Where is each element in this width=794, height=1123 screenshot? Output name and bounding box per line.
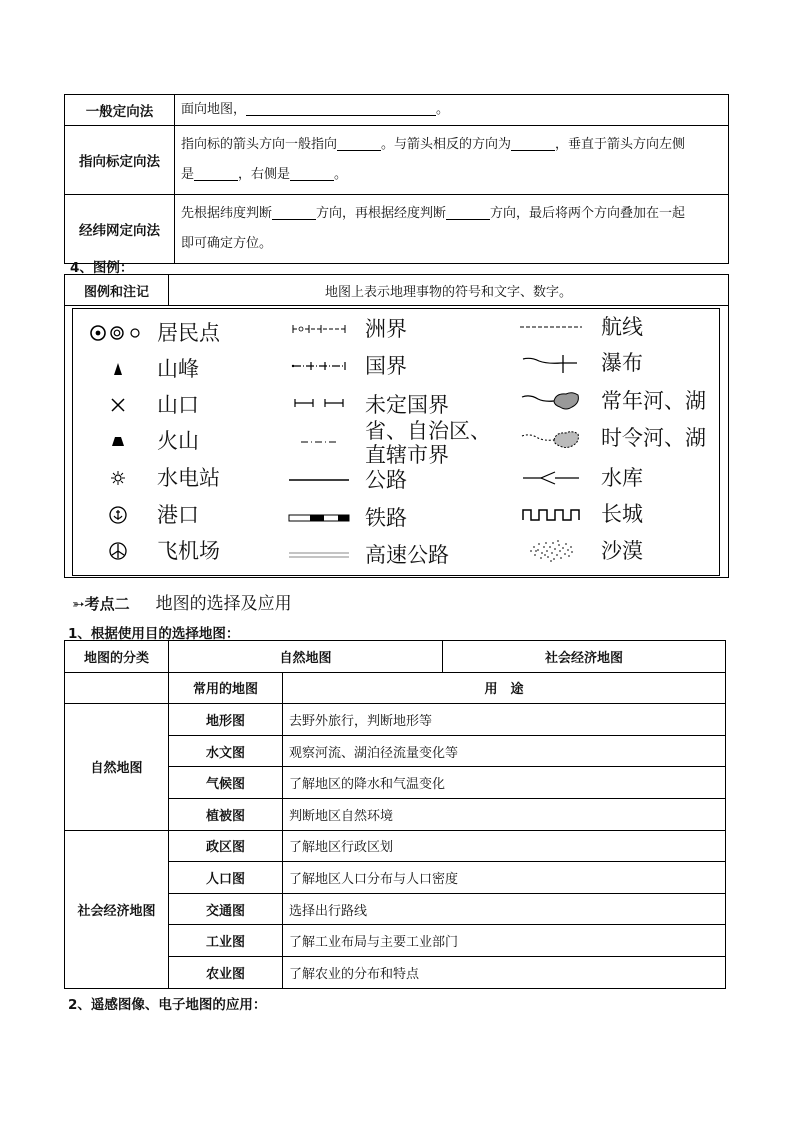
map-use: 了解地区的降水和气温变化	[283, 767, 726, 799]
map-name: 交通图	[169, 893, 283, 925]
map-name: 农业图	[169, 956, 283, 988]
map-use: 了解地区行政区划	[283, 830, 726, 862]
legend-header-table	[64, 274, 729, 306]
table-row	[65, 830, 726, 862]
railway-icon	[281, 506, 357, 530]
map-name: 地形图	[169, 704, 283, 736]
settlement-icon	[73, 321, 163, 345]
map-use: 去野外旅行，判断地形等	[283, 704, 726, 736]
group-label: 社会经济地图	[65, 830, 169, 988]
legend-label: 港口	[157, 503, 199, 527]
legend-header-label: 图例和注记	[65, 275, 169, 306]
table-row: 指向标定向法 指向标的箭头方向一般指向 。与箭头相反的方向为 ，垂直于箭头方向左侧 是 ，右侧是 。	[65, 126, 729, 195]
map-use: 了解地区人口分布与人口密度	[283, 862, 726, 894]
reservoir-icon	[511, 466, 591, 490]
map-name: 植被图	[169, 798, 283, 830]
legend-label: 水库	[601, 466, 643, 490]
legend-label: 铁路	[365, 506, 407, 530]
pass-icon	[73, 393, 163, 417]
map-name: 水文图	[169, 735, 283, 767]
legend-heading: 4、图例：	[70, 260, 134, 276]
table-subheader-row	[65, 672, 726, 704]
hydropower-icon	[73, 466, 163, 490]
legend-label-line2: 直辖市界	[365, 443, 449, 467]
table-header-row	[65, 641, 726, 673]
legend-label: 未定国界	[365, 393, 449, 417]
answer-blank[interactable]	[246, 101, 436, 116]
column-header: 用 途	[283, 672, 726, 704]
legend-header-desc: 地图上表示地理事物的符号和文字、数字。	[169, 275, 729, 306]
legend-box	[72, 308, 720, 576]
map-use: 观察河流、湖泊径流量变化等	[283, 735, 726, 767]
legend-label: 山口	[157, 393, 199, 417]
table-row	[65, 704, 726, 736]
column-header: 自然地图	[169, 641, 443, 673]
legend-label: 长城	[601, 502, 643, 526]
answer-blank[interactable]	[290, 166, 334, 181]
sub-heading: 1、根据使用目的选择地图：	[68, 626, 240, 642]
map-name: 工业图	[169, 925, 283, 957]
legend-label: 沙漠	[601, 539, 643, 563]
legend-label: 时令河、湖	[601, 426, 706, 450]
direction-methods-table	[64, 94, 729, 264]
peak-icon	[73, 357, 163, 381]
answer-blank[interactable]	[337, 136, 381, 151]
seasonal-river-icon	[511, 426, 591, 450]
map-use: 了解农业的分布和特点	[283, 956, 726, 988]
shipping-route-icon	[511, 315, 591, 339]
legend-label: 航线	[601, 315, 643, 339]
map-use: 选择出行路线	[283, 893, 726, 925]
legend-label: 国界	[365, 354, 407, 378]
table-row	[65, 95, 729, 126]
answer-blank[interactable]	[272, 205, 316, 220]
road-icon	[281, 468, 357, 492]
volcano-icon	[73, 429, 163, 453]
legend-label: 山峰	[157, 357, 199, 381]
map-name: 政区图	[169, 830, 283, 862]
legend-label: 水电站	[157, 466, 220, 490]
national-boundary-icon	[281, 354, 357, 378]
undefined-boundary-icon	[281, 391, 357, 415]
airport-icon	[73, 539, 163, 563]
map-name: 气候图	[169, 767, 283, 799]
legend-label: 高速公路	[365, 543, 449, 567]
legend-label: 公路	[365, 468, 407, 492]
great-wall-icon	[511, 502, 591, 526]
map-name: 人口图	[169, 862, 283, 894]
column-header: 社会经济地图	[443, 641, 726, 673]
waterfall-icon	[511, 351, 591, 375]
column-header: 常用的地图	[169, 672, 283, 704]
perennial-river-icon	[511, 389, 591, 413]
row-text: 。	[436, 102, 450, 117]
map-selection-table	[64, 640, 726, 989]
answer-blank[interactable]	[194, 166, 238, 181]
province-boundary-icon	[281, 430, 357, 454]
map-use: 了解工业布局与主要工业部门	[283, 925, 726, 957]
legend-label: 洲界	[365, 317, 407, 341]
harbor-icon	[73, 503, 163, 527]
legend-label: 飞机场	[157, 539, 220, 563]
row-text: 面向地图，	[181, 102, 247, 117]
desert-icon	[511, 539, 591, 563]
legend-label: 火山	[157, 429, 199, 453]
legend-label: 常年河、湖	[601, 389, 706, 413]
section-title: ➳考点二 地图的选择及应用	[72, 594, 292, 614]
table-row: 经纬网定向法 先根据纬度判断 方向，再根据经度判断 方向，最后将两个方向叠加在一起 即可确定方位。	[65, 195, 729, 264]
answer-blank[interactable]	[511, 136, 555, 151]
map-use: 判断地区自然环境	[283, 798, 726, 830]
method-label: 一般定向法	[65, 95, 175, 126]
legend-label: 瀑布	[601, 351, 643, 375]
column-header: 地图的分类	[65, 641, 169, 673]
group-label: 自然地图	[65, 704, 169, 830]
method-label: 经纬网定向法	[65, 195, 175, 264]
legend-label: 省、自治区、	[365, 419, 491, 443]
answer-blank[interactable]	[446, 205, 490, 220]
method-label: 指向标定向法	[65, 126, 175, 195]
highway-icon	[281, 543, 357, 567]
legend-label: 居民点	[157, 321, 220, 345]
sub-heading: 2、遥感图像、电子地图的应用：	[68, 997, 267, 1013]
continent-boundary-icon	[281, 317, 357, 341]
